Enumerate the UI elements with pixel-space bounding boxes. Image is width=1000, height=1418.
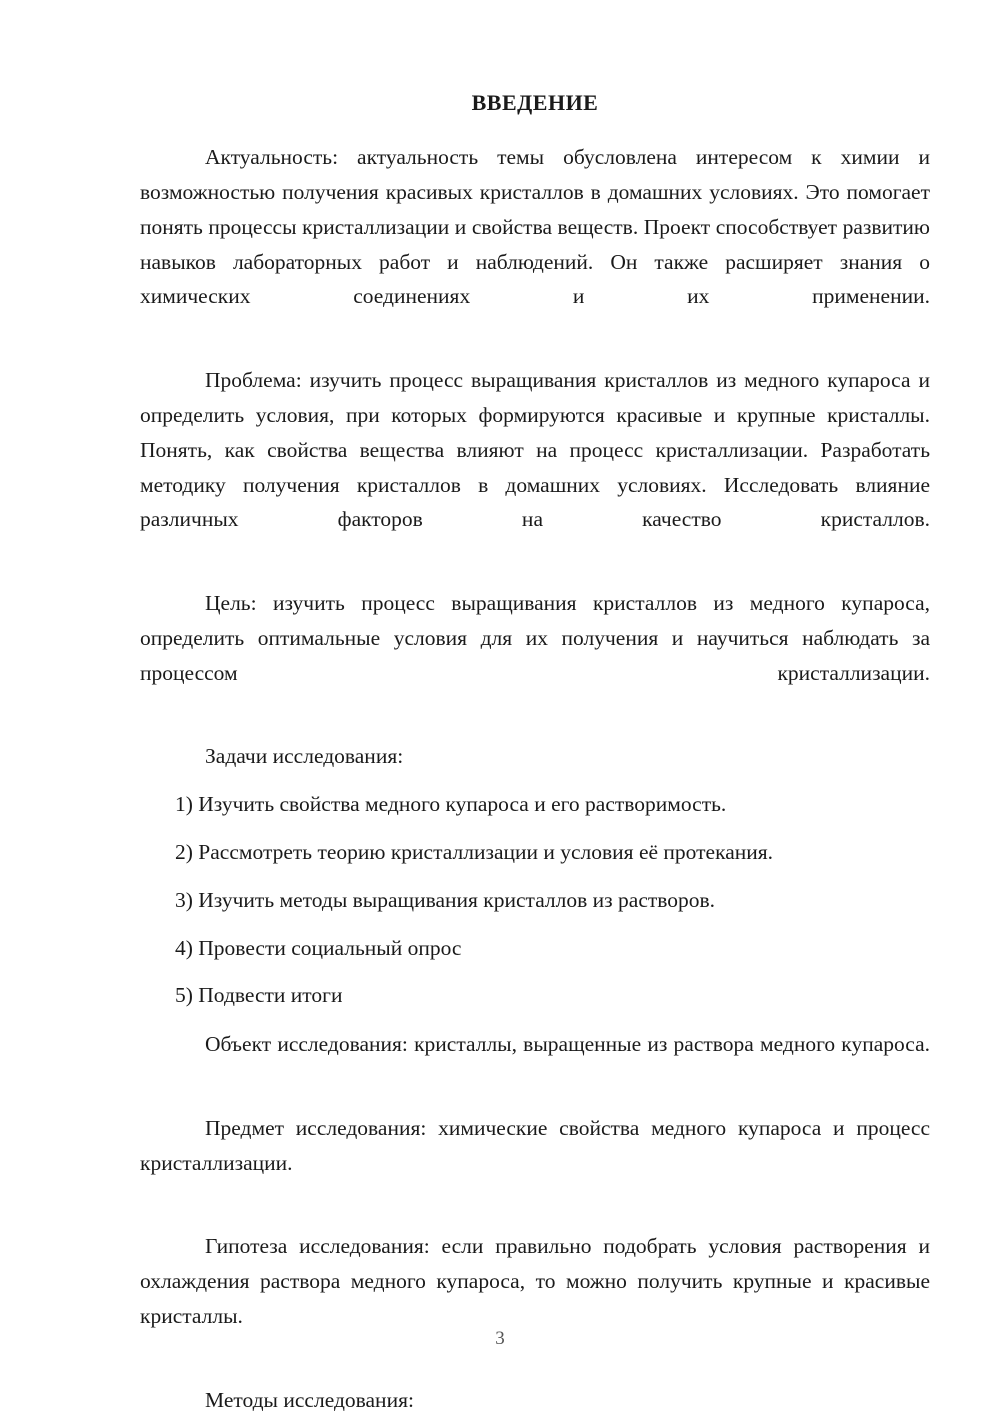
paragraph-relevance: Актуальность: актуальность темы обусловлена интересом к химии и возможностью получения красивых кристаллов в домашних условиях. Это помогает понять процессы кристаллизации и свойства веществ. Проект способствует развитию навыков лабораторных работ и наблюдений. Он также расширяет знания о химических соединениях и их применении. [140,145,930,309]
paragraph-goal: Цель: изучить процесс выращивания кристаллов из медного купароса, определить оптимальные условия для их получения и научиться наблюдать за процессом кристаллизации. [140,591,930,685]
list-item: 4) Провести социальный опрос [175,935,462,960]
paragraph-object: Объект исследования: кристаллы, выращенные из раствора медного купароса. [205,1032,930,1057]
paragraph-problem: Проблема: изучить процесс выращивания кристаллов из медного купароса и определить условия, при которых формируются красивые и крупные кристаллы. Понять, как свойства вещества влияют на процесс кристаллизации. Разработать методику получения кристаллов в домашних условиях. Исследовать влияние различных факторов на качество кристаллов. [140,368,930,532]
page-title: ВВЕДЕНИЕ [471,90,599,115]
tasks-heading: Задачи исследования: [205,744,404,769]
tasks-list [140,774,930,1013]
list-item: 5) Подвести итоги [175,983,343,1008]
paragraph-hypothesis: Гипотеза исследования: если правильно подобрать условия растворения и охлаждения раствора медного купароса, то можно получить крупные и красивые кристаллы. [140,1234,930,1329]
list-item: 1) Изучить свойства медного купароса и его растворимость. [175,792,727,817]
paragraph-subject: Предмет исследования: химические свойства медного купароса и процесс кристаллизации. [140,1115,930,1175]
page-content [140,86,930,1418]
list-item: 2) Рассмотреть теорию кристаллизации и условия её протекания. [175,840,774,864]
list-item: 3) Изучить методы выращивания кристаллов из растворов. [175,887,716,912]
page-number: 3 [495,1328,505,1349]
methods-heading: Методы исследования: [205,1387,414,1412]
